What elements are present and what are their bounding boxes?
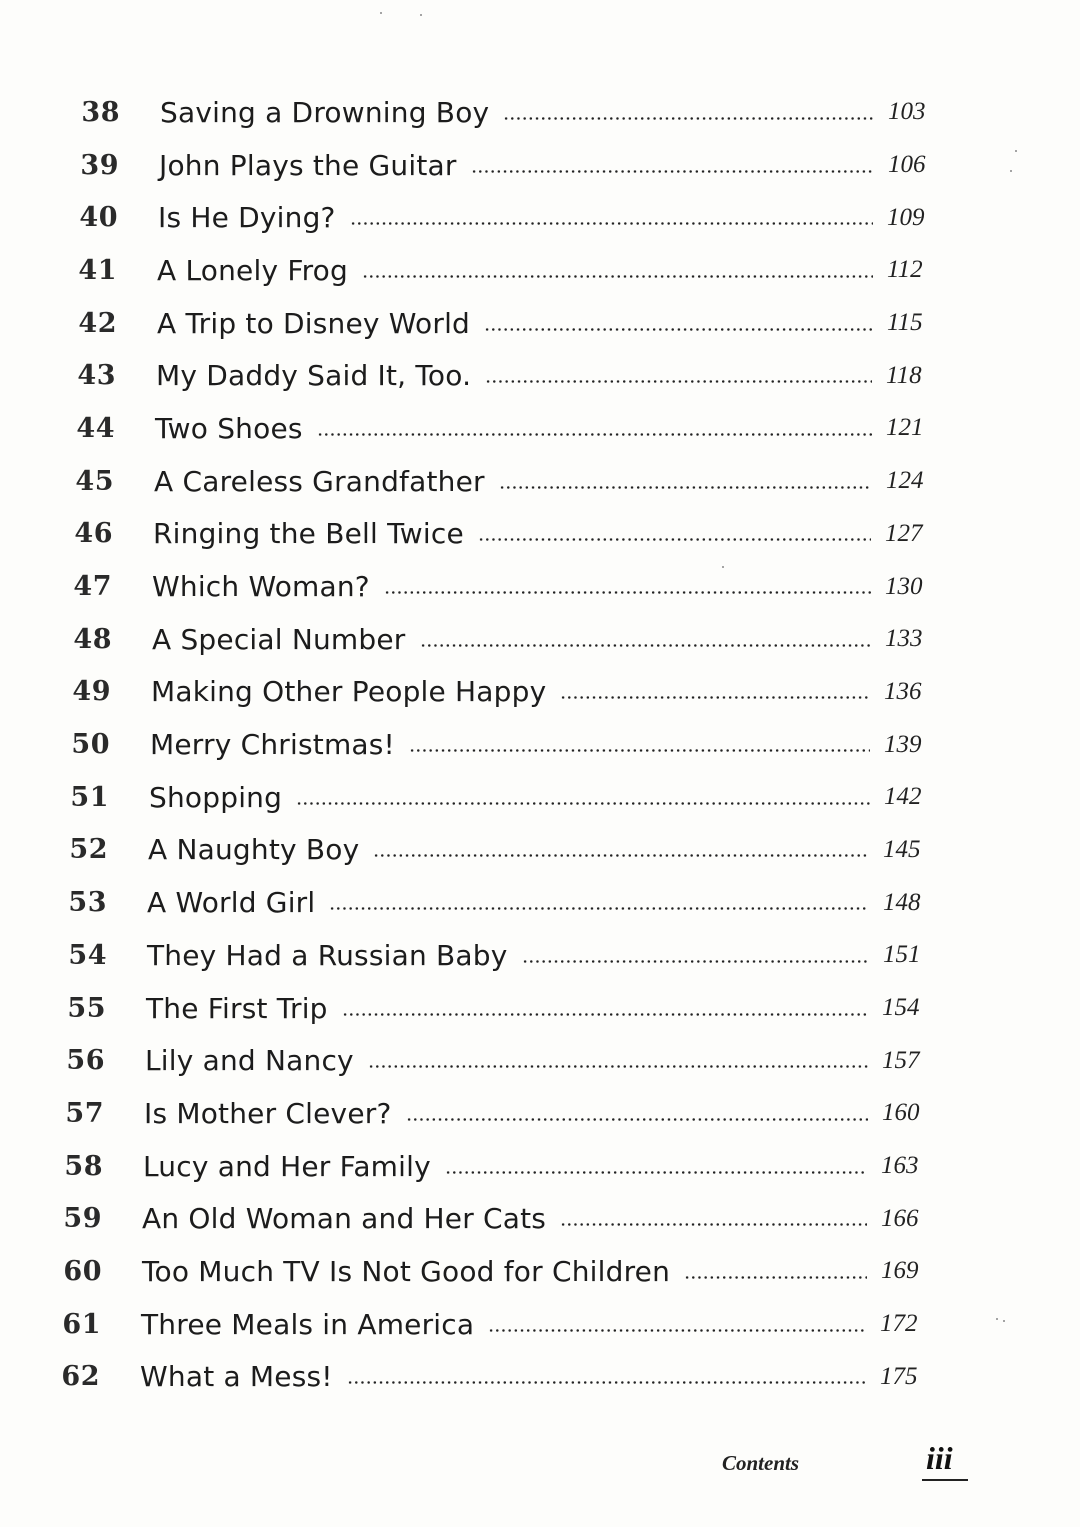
chapter-number: 41 <box>78 254 117 286</box>
chapter-number: 60 <box>63 1255 102 1287</box>
toc-entry <box>60 349 940 402</box>
dot-leader <box>684 1276 867 1279</box>
dot-leader <box>488 1329 866 1332</box>
dot-leader <box>342 1013 868 1016</box>
chapter-number: 43 <box>77 360 116 392</box>
chapter-title: Is Mother Clever? <box>144 1096 392 1130</box>
page-reference: 109 <box>887 203 925 231</box>
chapter-title: Lily and Nancy <box>145 1044 354 1078</box>
dot-leader <box>406 1118 868 1121</box>
dot-leader <box>503 117 874 120</box>
chapter-title: Shopping <box>149 780 283 814</box>
page-reference: 166 <box>881 1204 919 1232</box>
toc-entry <box>60 508 940 561</box>
chapter-title: A Careless Grandfather <box>154 464 485 498</box>
dot-leader <box>499 486 872 489</box>
chapter-title: John Plays the Guitar <box>159 148 457 182</box>
toc-entry <box>60 86 940 139</box>
dot-leader <box>560 696 870 699</box>
chapter-title: What a Mess! <box>140 1360 333 1394</box>
chapter-title: Three Meals in America <box>141 1307 475 1341</box>
scan-speck <box>380 12 382 14</box>
chapter-number: 61 <box>62 1308 101 1340</box>
chapter-title-line <box>160 96 874 129</box>
chapter-number: 49 <box>72 676 111 708</box>
chapter-title-line <box>157 254 873 287</box>
page-reference: 145 <box>883 835 921 863</box>
chapter-title: A World Girl <box>147 886 316 920</box>
page-reference: 121 <box>886 414 924 442</box>
chapter-number: 51 <box>70 781 109 813</box>
chapter-number: 38 <box>81 96 120 128</box>
dot-leader <box>384 591 871 594</box>
toc-entry <box>60 297 940 350</box>
page-reference: 139 <box>884 730 922 758</box>
chapter-title-line <box>142 1255 867 1288</box>
scan-speck <box>722 566 724 568</box>
dot-leader <box>409 749 870 752</box>
chapter-number: 58 <box>64 1150 103 1182</box>
chapter-title-line <box>145 1044 868 1077</box>
chapter-title-line <box>149 781 870 814</box>
chapter-number: 45 <box>75 465 114 497</box>
chapter-title: Which Woman? <box>152 570 370 604</box>
page-reference: 142 <box>884 783 922 811</box>
chapter-number: 44 <box>76 412 115 444</box>
toc-entry <box>60 1298 940 1351</box>
chapter-title-line <box>140 1360 866 1393</box>
table-of-contents <box>60 86 940 1403</box>
dot-leader <box>362 275 873 278</box>
chapter-title: They Had a Russian Baby <box>147 938 508 972</box>
dot-leader <box>471 170 874 173</box>
chapter-title-line <box>150 728 870 761</box>
page-reference: 118 <box>886 361 922 389</box>
chapter-title-line <box>147 886 869 919</box>
chapter-title: Ringing the Bell Twice <box>153 517 464 551</box>
page-reference: 163 <box>881 1152 919 1180</box>
scan-speck <box>1003 1320 1005 1322</box>
chapter-title: Lucy and Her Family <box>143 1149 431 1183</box>
chapter-title-line <box>146 992 868 1025</box>
chapter-title: A Special Number <box>152 622 406 656</box>
toc-entry <box>60 613 940 666</box>
scan-speck <box>996 1318 998 1320</box>
chapter-title: Two Shoes <box>155 411 303 445</box>
toc-entry <box>60 771 940 824</box>
page-reference: 148 <box>883 888 921 916</box>
dot-leader <box>350 222 873 225</box>
page-reference: 172 <box>880 1310 918 1338</box>
chapter-number: 52 <box>69 834 108 866</box>
dot-leader <box>317 433 872 436</box>
toc-entry <box>60 455 940 508</box>
toc-entry <box>60 560 940 613</box>
dot-leader <box>373 854 869 857</box>
chapter-number: 47 <box>73 571 112 603</box>
chapter-title: Making Other People Happy <box>151 675 547 709</box>
dot-leader <box>420 644 871 647</box>
page-reference: 127 <box>885 519 923 547</box>
dot-leader <box>484 328 873 331</box>
dot-leader <box>296 802 870 805</box>
footer-section-label: Contents <box>722 1451 800 1475</box>
chapter-title-line <box>143 1150 867 1183</box>
toc-entry <box>60 982 940 1035</box>
toc-entry <box>60 1087 940 1140</box>
chapter-title-line <box>148 833 869 866</box>
page-reference: 130 <box>885 572 923 600</box>
chapter-title-line <box>151 675 870 708</box>
dot-leader <box>478 538 871 541</box>
page-reference: 169 <box>881 1257 919 1285</box>
toc-entry <box>60 139 940 192</box>
dot-leader <box>368 1065 868 1068</box>
toc-entry <box>60 402 940 455</box>
page-reference: 103 <box>888 98 926 126</box>
chapter-number: 59 <box>63 1203 102 1235</box>
chapter-number: 50 <box>71 729 110 761</box>
chapter-title: The First Trip <box>146 991 328 1025</box>
toc-entry <box>60 929 940 982</box>
toc-entry <box>60 1192 940 1245</box>
chapter-number: 46 <box>74 518 113 550</box>
toc-entry <box>60 191 940 244</box>
toc-entry <box>60 1245 940 1298</box>
dot-leader <box>522 960 869 963</box>
chapter-title-line <box>157 307 873 340</box>
chapter-title: Merry Christmas! <box>150 728 395 762</box>
chapter-number: 53 <box>68 887 107 919</box>
chapter-number: 48 <box>73 623 112 655</box>
chapter-number: 56 <box>66 1045 105 1077</box>
chapter-number: 57 <box>65 1097 104 1129</box>
chapter-title-line <box>144 1097 868 1130</box>
chapter-title: A Lonely Frog <box>157 253 348 287</box>
toc-entry <box>60 1351 940 1404</box>
footer-page-number: iii <box>926 1440 953 1476</box>
chapter-title-line <box>159 149 874 182</box>
page-reference: 160 <box>882 1099 920 1127</box>
scan-speck <box>1015 150 1017 152</box>
chapter-title-line <box>158 201 873 234</box>
chapter-title-line <box>141 1308 866 1341</box>
toc-entry <box>60 666 940 719</box>
chapter-title-line <box>156 359 872 392</box>
chapter-title-line <box>152 570 871 603</box>
page-reference: 115 <box>887 309 923 337</box>
chapter-title: An Old Woman and Her Cats <box>142 1202 547 1236</box>
page-reference: 175 <box>880 1362 918 1390</box>
chapter-number: 40 <box>79 202 118 234</box>
toc-entry <box>60 718 940 771</box>
chapter-title-line <box>155 412 872 445</box>
page-reference: 136 <box>884 677 922 705</box>
page-reference: 151 <box>883 941 921 969</box>
chapter-number: 54 <box>68 939 107 971</box>
page-reference: 133 <box>885 625 923 653</box>
dot-leader <box>347 1381 866 1384</box>
chapter-title-line <box>147 939 869 972</box>
scan-speck <box>420 14 422 16</box>
page-reference: 157 <box>882 1046 920 1074</box>
chapter-number: 42 <box>78 307 117 339</box>
chapter-title: Saving a Drowning Boy <box>160 95 490 129</box>
chapter-title-line <box>142 1202 867 1235</box>
chapter-title-line <box>152 623 871 656</box>
chapter-title: A Trip to Disney World <box>157 306 471 340</box>
dot-leader <box>560 1223 867 1226</box>
chapter-title: A Naughty Boy <box>148 833 360 867</box>
chapter-title: Is He Dying? <box>158 201 336 235</box>
toc-entry <box>60 1140 940 1193</box>
page-reference: 154 <box>882 994 920 1022</box>
chapter-number: 62 <box>61 1361 100 1393</box>
dot-leader <box>485 380 872 383</box>
chapter-number: 39 <box>80 149 119 181</box>
footer-underline <box>922 1479 968 1481</box>
toc-entry <box>60 244 940 297</box>
chapter-number: 55 <box>67 992 106 1024</box>
dot-leader <box>445 1171 867 1174</box>
page-reference: 112 <box>887 256 923 284</box>
chapter-title: Too Much TV Is Not Good for Children <box>142 1254 671 1288</box>
chapter-title-line <box>154 465 872 498</box>
chapter-title: My Daddy Said It, Too. <box>156 359 472 393</box>
toc-entry <box>60 1034 940 1087</box>
scan-speck <box>1010 170 1012 172</box>
chapter-title-line <box>153 517 871 550</box>
page-reference: 124 <box>886 467 924 495</box>
dot-leader <box>329 907 869 910</box>
page-reference: 106 <box>888 151 926 179</box>
toc-entry <box>60 824 940 877</box>
toc-entry <box>60 876 940 929</box>
